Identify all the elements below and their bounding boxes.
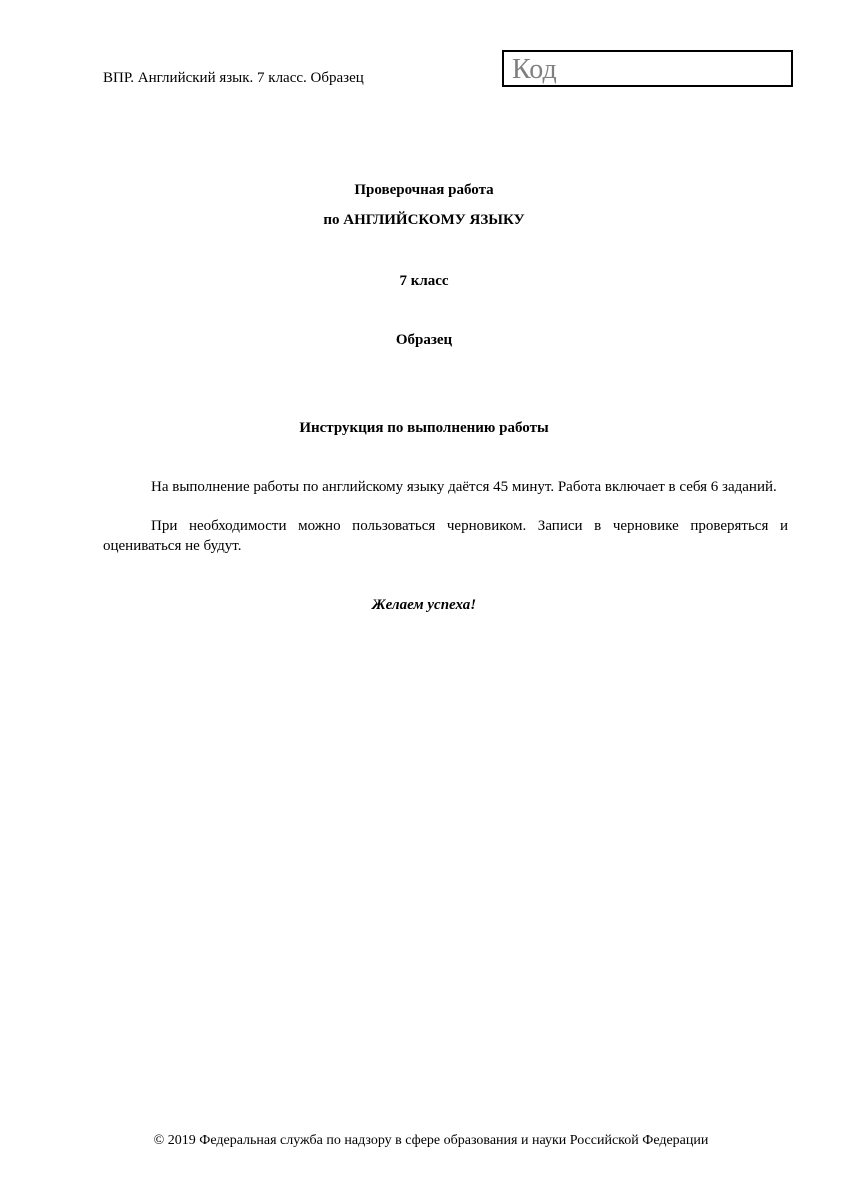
- instructions-paragraph-2: При необходимости можно пользоваться черновиком. Записи в черновике проверяться и оцениваться не будут.: [103, 518, 788, 554]
- document-header: ВПР. Английский язык. 7 класс. Образец: [103, 70, 364, 86]
- document-grade: 7 класс: [399, 273, 449, 289]
- document-subject: по АНГЛИЙСКОМУ ЯЗЫКУ: [323, 212, 525, 228]
- document-variant: Образец: [395, 332, 453, 348]
- instructions-paragraph-1: На выполнение работы по английскому языку даётся 45 минут. Работа включает в себя 6 заданий.: [151, 479, 777, 495]
- closing-wish: Желаем успеха!: [371, 597, 477, 613]
- footer-copyright: © 2019 Федеральная служба по надзору в сфере образования и науки Российской Федерации: [153, 1133, 709, 1148]
- document-title: Проверочная работа: [354, 182, 494, 198]
- instructions-heading: Инструкция по выполнению работы: [299, 420, 549, 436]
- code-field-label: Код: [512, 54, 557, 85]
- code-field[interactable]: [502, 50, 793, 87]
